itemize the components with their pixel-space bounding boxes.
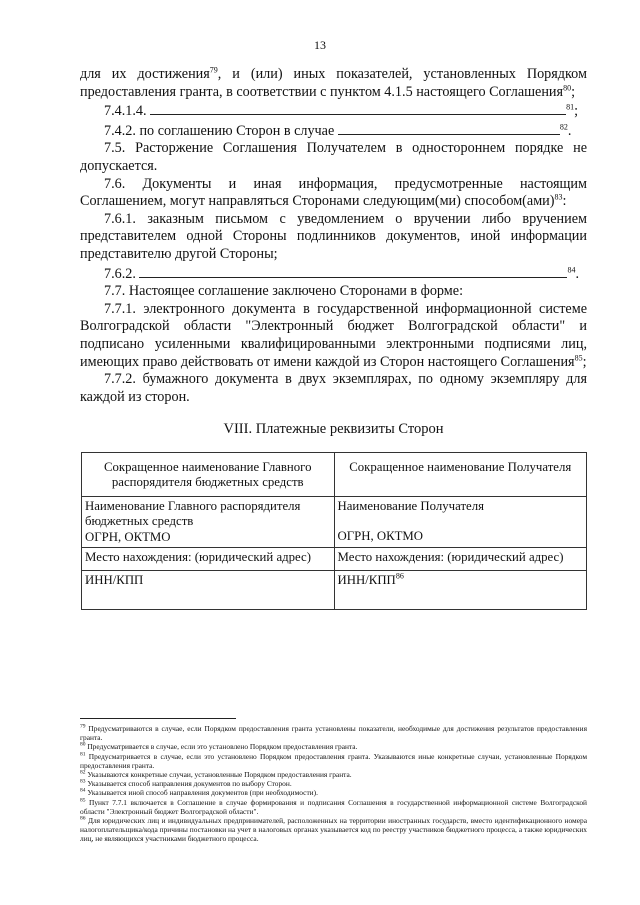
- footnote-number: 81: [80, 751, 86, 758]
- page-number: 13: [314, 38, 326, 52]
- footnote: [80, 742, 587, 751]
- paragraph-7-7: 7.7. Настоящее соглашение заключено Сторонами в форме:: [104, 283, 464, 300]
- paragraph-7-4-1-4: [80, 101, 587, 121]
- footnote-number: 80: [80, 741, 86, 748]
- fill-in-blank: [139, 264, 567, 278]
- footnote-text: Указывается иной способ направления документов (при необходимости).: [85, 788, 318, 798]
- document-body: [80, 66, 587, 610]
- footnote-separator: [80, 718, 236, 719]
- footnote: [80, 770, 587, 779]
- cell-text: ОГРН, ОКТМО: [85, 529, 171, 544]
- footnote-ref: 86: [395, 572, 404, 582]
- footnote-ref: 82: [559, 122, 568, 132]
- table-cell: ИНН/КПП: [82, 571, 335, 610]
- paragraph-7-6: [80, 176, 587, 211]
- cell-text: ИНН/КПП: [337, 573, 396, 588]
- footnote-ref: 83: [554, 192, 563, 202]
- clause-label: 7.4.1.4.: [104, 103, 147, 120]
- footnote-number: 79: [80, 723, 86, 730]
- footnote-text: Предусматривается в случае, если это установлено Порядком предоставления гранта. Указываются иные конкретные случаи, установленные Порядком предоставления гранта.: [80, 751, 587, 770]
- clause-label: 7.4.2. по соглашению Сторон в случае: [104, 122, 335, 139]
- table-header-row: [82, 452, 587, 496]
- section-heading: VIII. Платежные реквизиты Сторон: [223, 421, 444, 438]
- fill-in-blank: [150, 101, 566, 115]
- footnote-ref: 81: [566, 102, 575, 112]
- table-cell: [334, 571, 587, 610]
- cell-text: Наименование Главного распорядителя бюджетных средств: [85, 498, 301, 529]
- text: ;: [582, 353, 587, 370]
- footnote-text: Предусматриваются в случае, если Порядком предоставления гранта установлены показатели, необходимые для достижения результатов предоставления гранта.: [80, 724, 587, 743]
- text: ;: [574, 103, 579, 120]
- text: 7.7.1. электронного документа в государственной информационной системе Волгоградской области "Электронный бюджет Волгоградской области" и подписано усиленными квалифицированными электронными подписями лиц, имеющих право действовать от имени каждой из Сторон настоящего Соглашения: [80, 300, 587, 370]
- paragraph-7-7-2: 7.7.2. бумажного документа в двух экземплярах, по одному экземпляру для каждой из сторон.: [80, 371, 587, 405]
- header-cell-recipient: Сокращенное наименование Получателя: [334, 452, 587, 496]
- text: :: [562, 193, 567, 210]
- paragraph-7-6-1: 7.6.1. заказным письмом с уведомлением о вручении либо вручением представителем одной Стороны подлинников документов, иной информации представителю другой Стороны;: [80, 210, 587, 262]
- footnotes: [80, 724, 587, 844]
- footnote-number: 83: [80, 778, 86, 785]
- footnote-ref: 79: [209, 65, 218, 75]
- footnote: [80, 752, 587, 770]
- footnote: [80, 788, 587, 797]
- footnote-ref: 80: [563, 82, 572, 92]
- fill-in-blank: [338, 121, 560, 135]
- text: для их достижения: [80, 66, 210, 82]
- table-cell: Место нахождения: (юридический адрес): [334, 548, 587, 571]
- paragraph-7-4-1-3-cont: [80, 66, 587, 101]
- footnote-number: 84: [80, 787, 86, 794]
- text: ;: [571, 83, 576, 100]
- footnote-number: 85: [80, 797, 86, 804]
- table-cell: [82, 496, 335, 548]
- paragraph-7-7-1: [80, 301, 587, 371]
- footnote-ref: 84: [567, 264, 576, 274]
- cell-text: ОГРН, ОКТМО: [337, 529, 423, 544]
- footnote-text: Пункт 7.7.1 включается в Соглашение в случае формирования и подписания Соглашения в государственной информационной системе Волгоградской области "Электронный бюджет Волгоградской области".: [80, 797, 587, 816]
- table-cell: [334, 496, 587, 548]
- text: .: [575, 265, 580, 282]
- paragraph-7-5: 7.5. Расторжение Соглашения Получателем в одностороннем порядке не допускается.: [80, 140, 587, 174]
- footnote-ref: 85: [574, 352, 583, 362]
- footnote: [80, 798, 587, 816]
- text: .: [567, 122, 572, 139]
- table-row: [82, 571, 587, 610]
- header-cell-grantor: Сокращенное наименование Главного распорядителя бюджетных средств: [82, 452, 335, 496]
- paragraph-7-6-2: [80, 264, 587, 284]
- table-cell: Место нахождения: (юридический адрес): [82, 548, 335, 571]
- table-row: [82, 548, 587, 571]
- text: 7.6. Документы и иная информация, предусмотренные настоящим Соглашением, могут направляться Сторонами следующим(ми) способом(ами): [80, 175, 587, 210]
- footnote-text: Указывается способ направления документов по выбору Сторон.: [85, 779, 292, 789]
- footnote-text: Для юридических лиц и индивидуальных предпринимателей, расположенных на территории иностранных государств, вместо идентификационного номера налогоплательщика/кода причины постановки на учет в налоговых органах указывается код по реестру участников бюджетного процесса, а также юридических лиц, не являющихся участниками бюджетного процесса.: [80, 816, 587, 844]
- footnote-text: Предусматривается в случае, если это установлено Порядком предоставления гранта.: [85, 742, 358, 752]
- payment-details-table: [81, 452, 587, 611]
- table-row: [82, 496, 587, 548]
- cell-text: Наименование Получателя: [337, 498, 485, 513]
- footnote-number: 86: [80, 815, 86, 822]
- footnote-text: Указываются конкретные случаи, установленные Порядком предоставления гранта.: [85, 770, 352, 780]
- text: , и (или) иных показателей, установленных Порядком предоставления гранта, в соответствии с пунктом 4.1.5 настоящего Соглашения: [80, 66, 587, 100]
- footnote-number: 82: [80, 769, 86, 776]
- paragraph-7-4-2: [80, 121, 587, 141]
- footnote: [80, 816, 587, 844]
- footnote: [80, 724, 587, 742]
- clause-label: 7.6.2.: [104, 265, 136, 282]
